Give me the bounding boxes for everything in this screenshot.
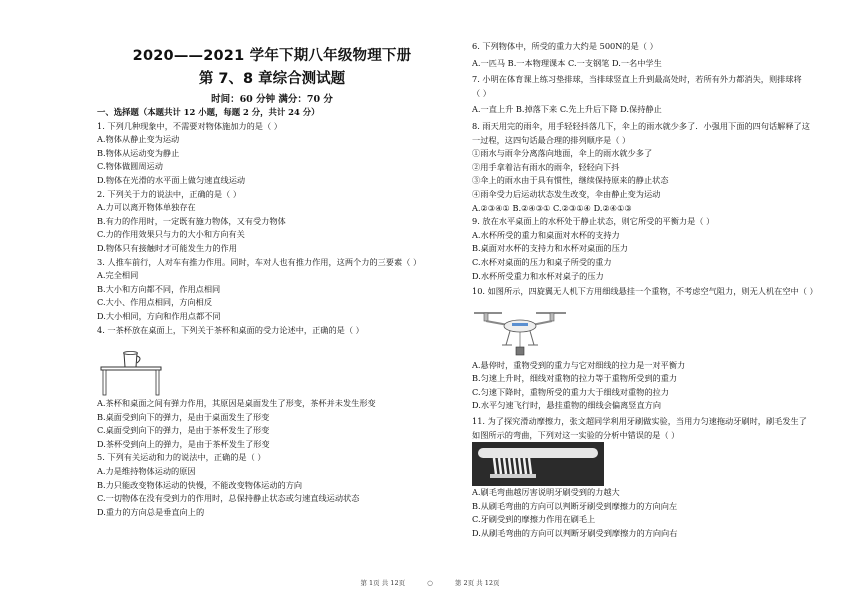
option-line: C.牙刷受到的摩擦力作用在刷毛上: [472, 514, 596, 525]
question-line: 2. 下列关于力的说法中，正确的是（ ）: [97, 188, 242, 199]
statement-line: ②用手拿着沾有雨水的雨伞，轻轻向下抖: [472, 161, 620, 172]
option-line: A.一直上升 B.掉落下来 C.先上升后下降 D.保持静止: [472, 104, 662, 115]
cup-on-table-illustration: [97, 337, 177, 397]
statement-line: ④雨伞受力后运动状态发生改变，伞由静止变为运动: [472, 188, 661, 199]
question-line: 一过程，这四句话最合理的排列顺序是（ ）: [472, 134, 631, 145]
question-line: 3. 人推车前行，人对车有推力作用。同时，车对人也有推力作用，这两个力的三要素（ ）: [97, 256, 422, 267]
question-line: 6. 下列物体中，所受的重力大约是 500N的是（ ）: [472, 41, 658, 51]
drone-illustration: [472, 299, 572, 359]
option-line: D.重力的方向总是垂直向上的: [97, 506, 205, 517]
option-line: A.②③④① B.②④③① C.②③①④ D.②④①③: [472, 202, 632, 213]
option-line: B.大小和方向都不同，作用点相同: [97, 283, 221, 294]
option-line: B.桌面对水杯的支持力和水杯对桌面的压力: [472, 243, 628, 254]
toothbrush-illustration: [472, 442, 604, 486]
option-line: D.水平匀速飞行时，悬挂重物的细线会偏离竖直方向: [472, 400, 662, 411]
right-column: [472, 40, 840, 541]
footer-separator: ○: [427, 579, 433, 587]
option-line: B.力只能改变物体运动的快慢，不能改变物体运动的方向: [97, 479, 303, 490]
exam-title: 2020——2021 学年下期八年级物理下册: [132, 48, 412, 64]
option-line: C.一切物体在没有受到力的作用时，总保持静止状态或匀速直线运动状态: [97, 493, 360, 504]
option-line: D.水杯所受重力和水杯对桌子的压力: [472, 270, 604, 281]
option-line: A.物体从静止变为运动: [97, 134, 180, 145]
option-line: A.一匹马 B.一本物理课本 C.一支钢笔 D.一名中学生: [472, 57, 662, 68]
page-footer: [0, 578, 860, 587]
option-line: B.有力的作用时，一定既有施力物体，又有受力物体: [97, 215, 286, 226]
option-line: A.力是维持物体运动的原因: [97, 466, 196, 477]
option-line: B.从刷毛弯曲的方向可以判断牙刷受到摩擦力的方向向左: [472, 500, 678, 511]
question-line: 8. 雨天用完的雨伞，用手轻轻抖落几下，伞上的雨水就少多了．小强用下面的四句话解释了这: [472, 120, 810, 131]
option-line: C.力的作用效果只与力的大小和方向有关: [97, 229, 245, 240]
option-line: A.刷毛弯曲越厉害说明牙刷受到的力越大: [472, 487, 620, 498]
option-line: B.桌面受到向下的弹力，是由于桌面发生了形变: [97, 411, 270, 422]
statement-line: ③伞上的雨水由于具有惯性，继续保持原来的静止状态: [472, 175, 669, 186]
option-line: A.悬停时，重物受到的重力与它对细线的拉力是一对平衡力: [472, 359, 686, 370]
question-line: 11. 为了探究滑动摩擦力，张文超同学利用牙刷做实验，当用力匀速拖动牙刷时，刷毛发生了: [472, 416, 807, 427]
question-line: 9. 放在水平桌面上的水杯处于静止状态，则它所受的平衡力是（ ）: [472, 216, 715, 227]
option-line: D.大小相同，方向和作用点都不同: [97, 310, 221, 321]
option-line: B.物体从运动变为静止: [97, 147, 180, 158]
option-line: C.桌面受到向下的弹力，是由于茶杯发生了形变: [97, 425, 270, 436]
option-line: A.力可以离开物体单独存在: [97, 202, 196, 213]
section-heading: 一、选择题（本题共计 12 小题，每题 2 分，共计 24 分）: [97, 107, 320, 117]
option-line: B.匀速上升时，细线对重物的拉力等于重物所受到的重力: [472, 373, 678, 384]
statement-line: ①雨水与雨伞分离落向地面，伞上的雨水就少多了: [472, 148, 653, 159]
option-line: A.水杯所受的重力和桌面对水杯的支持力: [472, 229, 620, 240]
question-line: 如图所示的弯曲，下列对这一实验的分析中错误的是（ ）: [472, 429, 680, 440]
question-line: 4. 一茶杯放在桌面上，下列关于茶杯和桌面的受力论述中，正确的是（ ）: [97, 324, 364, 335]
footer-page-left: 第 1页 共 12页: [360, 579, 406, 587]
question-line: （ ）: [472, 87, 491, 98]
option-line: D.茶杯受到向上的弹力，是由于茶杯发生了形变: [97, 438, 270, 449]
option-line: A.完全相同: [97, 270, 139, 281]
option-line: C.大小、作用点相同，方向相反: [97, 297, 213, 308]
exam-subtitle: 第 7、8 章综合测试题: [198, 71, 346, 87]
exam-meta: 时间：60 分钟 满分：70 分: [211, 94, 333, 105]
footer-page-right: 第 2页 共 12页: [454, 579, 500, 587]
option-line: C.水杯对桌面的压力和桌子所受的重力: [472, 256, 612, 267]
option-line: D.物体在光滑的水平面上做匀速直线运动: [97, 174, 246, 185]
question-line: 1. 下列几种现象中，不需要对物体施加力的是（ ）: [97, 120, 282, 131]
option-line: A.茶杯和桌面之间有弹力作用，其原因是桌面发生了形变，茶杯并未发生形变: [97, 398, 376, 409]
question-line: 7. 小明在体育课上练习垫排球，当排球竖直上升到最高处时，若所有外力都消失，则排球将: [472, 74, 802, 85]
option-line: C.匀速下降时，重物所受的重力大于细线对重物的拉力: [472, 386, 669, 397]
option-line: D.物体只有接触时才可能发生力的作用: [97, 242, 237, 253]
question-line: 10. 如图所示，四旋翼无人机下方用细线悬挂一个重物，不考虑空气阻力，则无人机在空中（ ）: [472, 286, 818, 297]
option-line: C.物体做圆周运动: [97, 161, 163, 172]
question-line: 5. 下列有关运动和力的说法中，正确的是（ ）: [97, 452, 266, 463]
option-line: D.从刷毛弯曲的方向可以判断牙刷受到摩擦力的方向向右: [472, 528, 678, 539]
left-column: [97, 106, 447, 519]
